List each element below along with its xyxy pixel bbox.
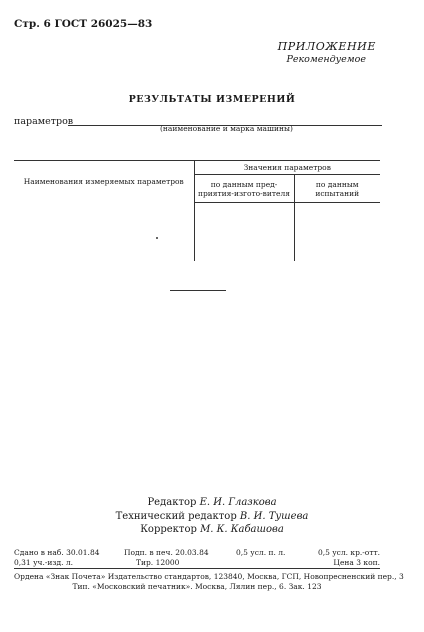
page-header: Стр. 6 ГОСТ 26025—83 [14,18,153,30]
table-cell [194,203,294,261]
publication-row [14,558,380,568]
pub-sent: Сдано в наб. 30.01.84 [14,548,100,557]
credit-editor: Редактор Е. И. Глазкова [147,497,277,508]
appendix-subtitle: Рекомендуемое [286,54,366,65]
parameters-label: параметров [14,116,74,127]
table-cell [14,203,194,261]
publisher-footer [14,572,404,591]
measurement-table [14,160,380,261]
footer-line-1: Ордена «Знак Почета» Издательство стандартов, 123840, Москва, ГСП, Новопресненский пер., 3 [14,572,404,581]
document-title: РЕЗУЛЬТАТЫ ИЗМЕРЕНИЙ [128,94,296,105]
dot-mark [156,237,158,239]
pub-print-run: Тир. 12000 [136,557,180,567]
table-row [14,203,380,261]
pub-volume: 0,31 уч.-изд. л. [14,557,73,567]
pub-signed: Подп. в печ. 20.03.84 [124,548,209,557]
pub-sheets-ko: 0,5 усл. кр.-отт. [317,548,380,557]
col-header-parameter-names: Наименования измеряемых параметров [14,161,194,203]
pub-price: Цена 3 коп. [333,557,380,567]
col-header-tests: по данным испытаний [294,175,380,203]
col-header-manufacturer: по данным пред-приятия-изгото-вителя [194,175,294,203]
publication-row [14,548,380,558]
separator-line [170,290,226,291]
appendix-title: ПРИЛОЖЕНИЕ [277,40,376,53]
credit-corrector: Корректор М. К. Кабашова [140,524,284,535]
table-cell [294,203,380,261]
footer-line-2: Тип. «Московский печатник». Москва, Лялин пер., 6. Зак. 123 [72,581,322,591]
credit-tech-editor: Технический редактор В. И. Тушева [115,510,309,522]
footer-divider [14,568,380,569]
publication-info [14,548,380,567]
parameters-caption: (наименование и марка машины) [160,124,293,133]
col-group-header-values: Значения параметров [194,161,380,175]
pub-sheets: 0,5 усл. п. л. [236,548,286,557]
credits-block [0,496,424,537]
